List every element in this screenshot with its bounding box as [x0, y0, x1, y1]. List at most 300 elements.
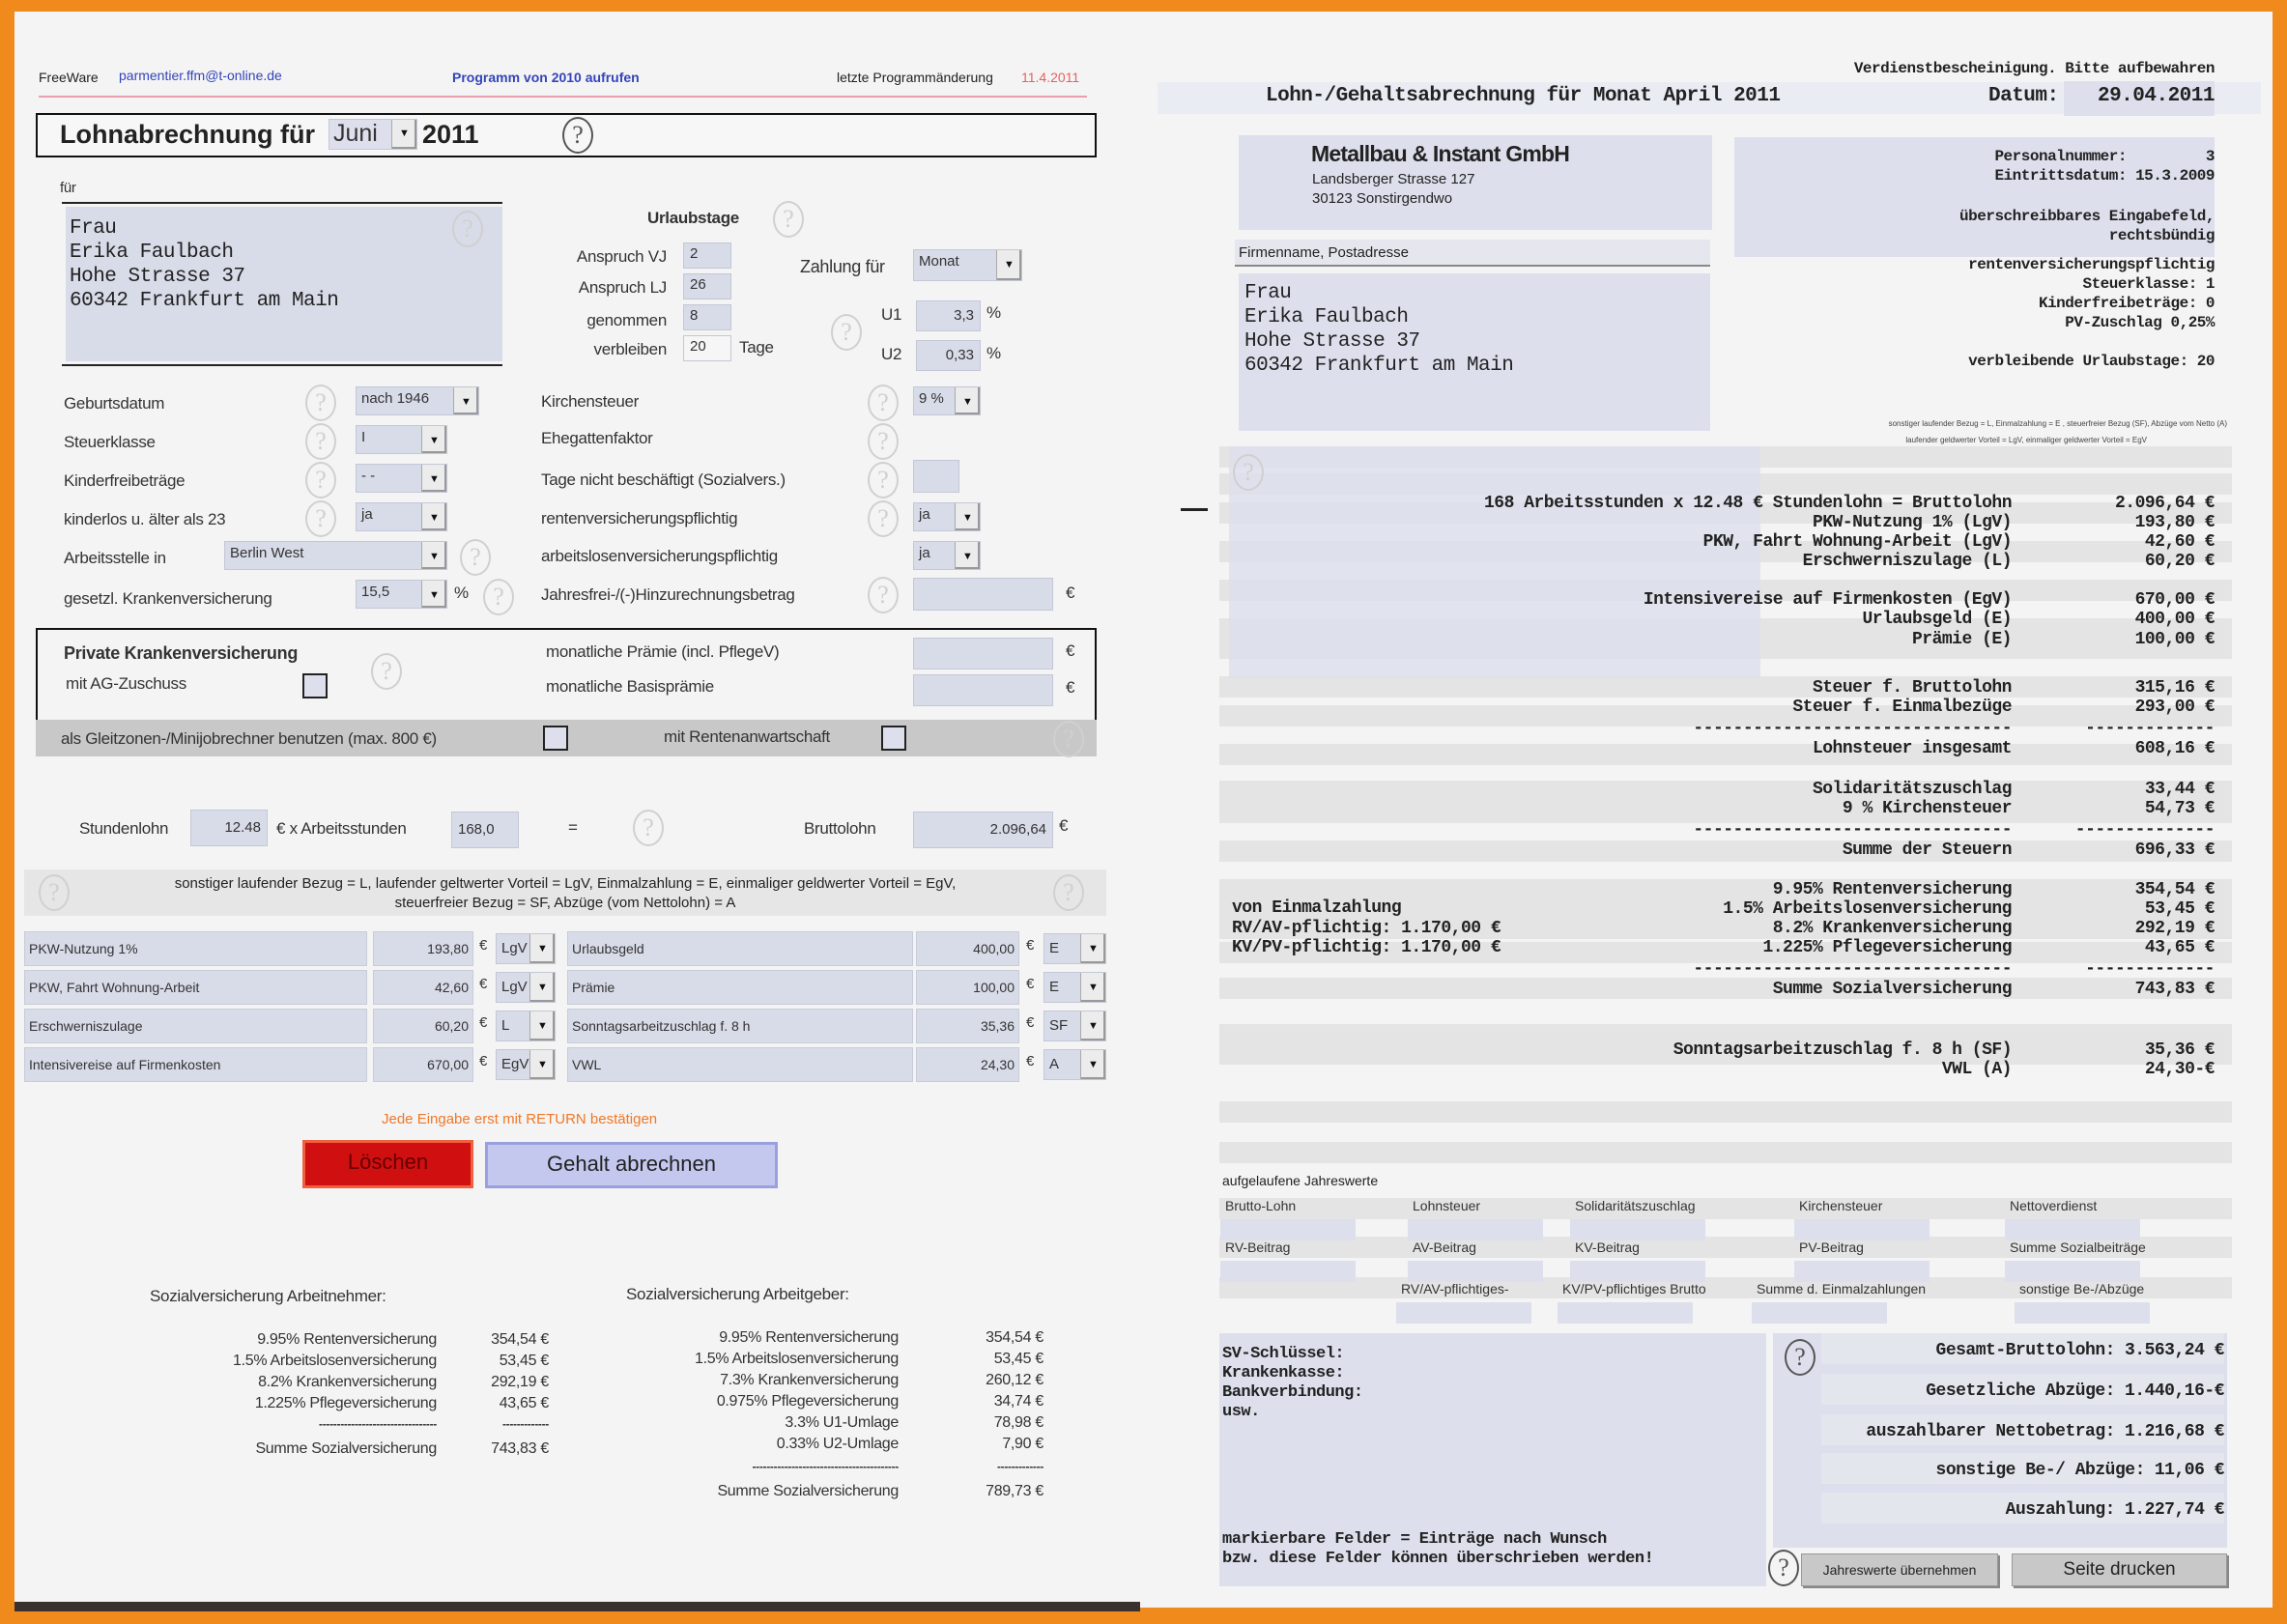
euro-label: € [479, 1053, 488, 1069]
sv-label: 1.5% Arbeitslosenversicherung [233, 1353, 437, 1369]
chevron-down-icon: ▼ [453, 387, 478, 414]
jahres-label: Kirchensteuer [1799, 1198, 1883, 1213]
help-icon[interactable]: ? [633, 810, 664, 846]
legend-line: steuerfreier Bezug = SF, Abzüge (vom Nettolohn) = A [394, 895, 736, 911]
vacation-title: Urlaubstage [647, 209, 739, 227]
total-value: 1.227,74 € [2124, 1500, 2224, 1520]
jahreswerte-uebernehmen-button[interactable]: Jahreswerte übernehmen [1801, 1553, 1998, 1586]
employee-address-field[interactable] [1239, 273, 1710, 431]
euro-label: € [1066, 641, 1075, 660]
sv-value: 354,54 € [986, 1329, 1043, 1346]
recipient-address-field[interactable] [66, 207, 502, 361]
select-value: L [501, 1017, 510, 1034]
address-line: Hohe Strasse 37 [70, 266, 245, 288]
jahres-label: KV/PV-pflichtiges Brutto [1562, 1281, 1706, 1296]
u1-input[interactable]: 3,3 [916, 300, 981, 331]
kirchensteuer-label: Kirchensteuer [541, 392, 639, 411]
sv-label: 9.95% Rentenversicherung [719, 1329, 899, 1346]
total-label: Gesetzliche Abzüge: [1926, 1382, 2115, 1401]
legend-text [24, 874, 1106, 913]
address-line: 60342 Frankfurt am Main [70, 290, 339, 312]
notes-footer-line: bzw. diese Felder können überschrieben werden! [1222, 1550, 1654, 1568]
item-type-select[interactable] [496, 933, 556, 964]
sv-sum-label: Summe Sozialversicherung [255, 1440, 437, 1457]
item-type-select[interactable] [1043, 972, 1106, 1003]
help-icon[interactable]: ? [868, 385, 899, 421]
dash-line: ------------- [996, 1460, 1043, 1473]
item-value-field[interactable]: 193,80 [373, 931, 473, 966]
date-label: Datum: [1988, 85, 2059, 107]
kinderfreibetraege-label: Kinderfreibeträge [64, 471, 186, 490]
last-change-label: letzte Programmänderung [837, 70, 993, 85]
select-value: LgV [501, 979, 528, 995]
stundenlohn-label: Stundenlohn [79, 819, 169, 838]
statement-label: 1.225% Pflegeversicherung [1762, 938, 2012, 957]
total-line [2006, 1500, 2224, 1520]
legend-line: sonstiger laufender Bezug = L, laufender geltwerter Vorteil = LgV, Einmalzahlung = E, einmaliger geldwerter Vorteil = EgV, [174, 875, 957, 892]
geburtsdatum-select[interactable] [356, 386, 479, 415]
jahres-value-field[interactable] [2005, 1261, 2140, 1282]
help-icon[interactable]: ? [39, 874, 70, 911]
item-value-field[interactable]: 60,20 [373, 1009, 473, 1043]
geburtsdatum-label: Geburtsdatum [64, 394, 165, 413]
info-line: Kinderfreibeträge: 0 [2038, 295, 2215, 312]
basispraemie-label: monatliche Basisprämie [546, 677, 714, 696]
sv-label: 3.3% U1-Umlage [785, 1414, 899, 1431]
genommen-input[interactable]: 8 [683, 304, 731, 330]
divider [14, 1602, 1140, 1611]
statement-title: Lohn-/Gehaltsabrechnung für Monat April 2011 [1266, 85, 1781, 107]
year: 2011 [422, 120, 479, 149]
return-hint: Jede Eingabe erst mit RETURN bestätigen [382, 1111, 658, 1127]
item-label-field[interactable]: Urlaubsgeld [567, 931, 913, 966]
verbleiben-value: 20 [683, 335, 731, 361]
notes-footer [1222, 1530, 1653, 1569]
chevron-down-icon: ▼ [955, 542, 980, 569]
tage-nicht-beschaeftigt-input[interactable] [913, 460, 959, 493]
item-type-select[interactable] [496, 972, 556, 1003]
help-icon[interactable]: ? [305, 500, 336, 537]
praemie-input[interactable] [913, 638, 1053, 670]
loeschen-button[interactable]: Löschen [302, 1140, 473, 1188]
basispraemie-input[interactable] [913, 674, 1053, 706]
statement-label: Sonntagsarbeitzuschlag f. 8 h (SF) [1672, 1040, 2012, 1060]
sv-arbeitgeber-title: Sozialversicherung Arbeitgeber: [626, 1285, 849, 1303]
jahresfrei-label: Jahresfrei-/(-)Hinzurechnungsbetrag [541, 585, 795, 604]
tage-label: Tage [739, 338, 774, 356]
rentenanwartschaft-label: mit Rentenanwartschaft [664, 727, 830, 746]
month-select[interactable] [329, 119, 417, 150]
statement-value: 42,60 € [2144, 532, 2215, 552]
statement-value: 354,54 € [2134, 880, 2215, 899]
item-label-field[interactable]: VWL [567, 1047, 913, 1082]
company-street: Landsberger Strasse 127 [1312, 171, 1475, 187]
jahres-value-field[interactable] [1408, 1261, 1543, 1282]
select-value: Berlin West [230, 545, 304, 561]
sv-sum-value: 789,73 € [986, 1483, 1043, 1499]
einmal-line: von Einmalzahlung [1232, 898, 1402, 918]
anspruch-lj-label: Anspruch LJ [578, 278, 667, 297]
total-label: sonstige Be-/ Abzüge: [1935, 1461, 2145, 1480]
company-caption: Firmenname, Postadresse [1239, 244, 1409, 261]
jahres-label: PV-Beitrag [1799, 1239, 1864, 1255]
arbeitsstunden-label: € x Arbeitsstunden [276, 819, 407, 838]
select-value: A [1049, 1056, 1060, 1072]
select-value: ja [361, 506, 373, 523]
marker-dash [1181, 508, 1208, 511]
help-icon[interactable]: ? [1233, 454, 1264, 491]
private-insurance-title: Private Krankenversicherung [64, 643, 299, 663]
address-line: Hohe Strasse 37 [1244, 330, 1420, 353]
statement-value: 33,44 € [2144, 780, 2215, 799]
zahlung-select[interactable] [913, 249, 1022, 281]
percent-label: % [454, 584, 469, 602]
item-type-select[interactable] [496, 1049, 556, 1080]
sv-sum-label: Summe Sozialversicherung [717, 1483, 899, 1499]
sv-label: 0.975% Pflegeversicherung [716, 1393, 899, 1410]
euro-label: € [1026, 976, 1035, 992]
select-value: ja [919, 545, 930, 561]
statement-label: Steuer f. Einmalbezüge [1792, 698, 2012, 717]
stripe-row [1219, 1101, 2232, 1123]
statement-value: 696,33 € [2134, 840, 2215, 860]
address-line: Frau [1244, 282, 1292, 304]
help-icon[interactable]: ? [483, 579, 514, 615]
jahres-value-field[interactable] [1794, 1261, 1930, 1282]
einmal-line: KV/PV-pflichtig: 1.170,00 € [1232, 938, 1501, 957]
notes-line: Krankenkasse: [1222, 1364, 1345, 1382]
chevron-down-icon: ▼ [529, 973, 555, 1002]
notes-line: usw. [1222, 1403, 1260, 1421]
help-icon[interactable]: ? [452, 211, 483, 247]
statement-value: 54,73 € [2144, 799, 2215, 818]
sv-label: 9.95% Rentenversicherung [257, 1331, 437, 1348]
markable-area[interactable] [1229, 446, 1760, 678]
statement-label: 168 Arbeitsstunden x 12.48 € Stundenlohn = Bruttolohn [1484, 494, 2012, 513]
sv-value: 292,19 € [491, 1374, 549, 1390]
chevron-down-icon: ▼ [421, 503, 446, 530]
info-line: rechtsbündig [2108, 227, 2215, 244]
statement-label: Summe Sozialversicherung [1772, 980, 2012, 999]
sv-value: 7,90 € [1002, 1436, 1043, 1452]
gehalt-abrechnen-button[interactable]: Gehalt abrechnen [485, 1142, 778, 1188]
address-line: Frau [70, 217, 117, 240]
seite-drucken-button[interactable]: Seite drucken [2012, 1553, 2227, 1586]
statement-label: VWL (A) [1941, 1060, 2012, 1079]
kirchensteuer-select[interactable] [913, 386, 981, 415]
help-icon[interactable]: ? [371, 653, 402, 690]
program-2010-link[interactable]: Programm von 2010 aufrufen [452, 70, 640, 85]
stripe-row [1219, 1142, 2232, 1163]
steuerklasse-label: Steuerklasse [64, 433, 156, 451]
company-city: 30123 Sonstirgendwo [1312, 190, 1453, 207]
stripe-row [1219, 781, 2232, 802]
total-value: 11,06 € [2154, 1461, 2224, 1480]
chevron-down-icon: ▼ [996, 250, 1021, 280]
select-value: I [361, 429, 366, 445]
help-icon[interactable]: ? [831, 314, 862, 351]
euro-label: € [1026, 1014, 1035, 1031]
info-line: Personalnummer: 3 [1994, 148, 2215, 165]
stripe-row [1219, 676, 2232, 698]
jahres-value-field[interactable] [2005, 1219, 2140, 1240]
help-icon[interactable]: ? [305, 423, 336, 460]
dash-line: ----------------------------------------- [752, 1460, 899, 1473]
u1-label: U1 [881, 305, 902, 324]
euro-label: € [479, 976, 488, 992]
chevron-down-icon: ▼ [421, 465, 446, 492]
chevron-down-icon: ▼ [955, 387, 980, 414]
help-icon[interactable]: ? [1053, 721, 1084, 757]
statement-label: Urlaubsgeld (E) [1862, 610, 2012, 629]
help-icon[interactable]: ? [868, 577, 899, 613]
help-icon[interactable]: ? [1785, 1339, 1815, 1376]
jahres-label: Solidaritätszuschlag [1575, 1198, 1696, 1213]
select-value: SF [1049, 1017, 1069, 1034]
sv-value: 354,54 € [491, 1331, 549, 1348]
jahres-value-field[interactable] [2015, 1302, 2150, 1324]
percent-label: % [986, 344, 1001, 362]
item-label-field[interactable]: Prämie [567, 970, 913, 1005]
statement-value: 2.096,64 € [2114, 494, 2215, 513]
arbeitslosenversicherungspflichtig-label: arbeitslosenversicherungspflichtig [541, 547, 778, 565]
statement-value: 43,65 € [2144, 938, 2215, 957]
notes-line: Bankverbindung: [1222, 1383, 1363, 1402]
u2-label: U2 [881, 345, 902, 363]
krankenversicherung-label: gesetzl. Krankenversicherung [64, 589, 272, 608]
select-value: 15,5 [361, 584, 390, 600]
jahres-value-field[interactable] [1408, 1219, 1543, 1240]
total-value: 3.563,24 € [2124, 1341, 2224, 1360]
ehegattenfaktor-label: Ehegattenfaktor [541, 429, 653, 447]
jahres-label: Brutto-Lohn [1225, 1198, 1297, 1213]
item-label-field[interactable]: PKW-Nutzung 1% [24, 931, 367, 966]
divider [62, 364, 502, 366]
help-icon[interactable]: ? [460, 539, 491, 576]
item-value-field[interactable]: 42,60 [373, 970, 473, 1005]
jahres-value-field[interactable] [1396, 1302, 1531, 1324]
chevron-down-icon: ▼ [421, 542, 446, 569]
steuerklasse-select[interactable] [356, 425, 447, 454]
help-icon[interactable]: ? [773, 201, 804, 238]
select-value: nach 1946 [361, 390, 430, 407]
sv-value: 53,45 € [499, 1353, 549, 1369]
help-icon[interactable]: ? [1053, 874, 1084, 911]
item-value-field[interactable]: 400,00 [916, 931, 1019, 966]
help-icon[interactable]: ? [868, 500, 899, 537]
statement-value: 608,16 € [2134, 739, 2215, 758]
statement-value: 100,00 € [2134, 630, 2215, 649]
info-line: verbleibende Urlaubstage: 20 [1968, 353, 2215, 370]
euro-label: € [479, 1014, 488, 1031]
item-type-select[interactable] [1043, 1049, 1106, 1080]
help-icon[interactable]: ? [562, 117, 593, 154]
gleitzone-checkbox[interactable] [543, 726, 568, 751]
arbeitslosenversicherungspflichtig-select[interactable] [913, 541, 981, 570]
info-line: Eintrittsdatum: 15.3.2009 [1994, 167, 2215, 185]
anspruch-vj-input[interactable]: 2 [683, 242, 731, 269]
chevron-down-icon: ▼ [421, 426, 446, 453]
chevron-down-icon: ▼ [421, 581, 446, 608]
select-value: E [1049, 979, 1060, 995]
jahres-value-field[interactable] [1570, 1261, 1705, 1282]
date-value: 29.04.2011 [2097, 85, 2215, 107]
sv-label: 1.225% Pflegeversicherung [254, 1395, 437, 1411]
help-icon[interactable]: ? [868, 462, 899, 499]
notes [1222, 1345, 1363, 1422]
jahres-label: AV-Beitrag [1413, 1239, 1476, 1255]
sv-value: 34,74 € [993, 1393, 1043, 1410]
sv-arbeitnehmer-title: Sozialversicherung Arbeitnehmer: [150, 1287, 386, 1305]
u2-input[interactable]: 0,33 [916, 340, 981, 371]
stundenlohn-input[interactable]: 12.48 [190, 810, 268, 846]
total-label: auszahlbarer Nettobetrag: [1866, 1422, 2115, 1441]
item-label-field[interactable]: PKW, Fahrt Wohnung-Arbeit [24, 970, 367, 1005]
bruttolohn-value: 2.096,64 [913, 812, 1053, 848]
header-rule [39, 96, 1087, 98]
statement-label: 8.2% Krankenversicherung [1772, 919, 2012, 938]
help-icon[interactable]: ? [868, 423, 899, 460]
chevron-down-icon: ▼ [1080, 1011, 1105, 1040]
page-title: Lohnabrechnung für [60, 120, 315, 149]
select-value: - - [361, 468, 376, 484]
statement-value: ------------- [2085, 719, 2215, 738]
item-value-field[interactable]: 100,00 [916, 970, 1019, 1005]
verbleiben-label: verbleiben [593, 340, 667, 358]
statement-value: 292,19 € [2134, 919, 2215, 938]
statement-label: Intensivereise auf Firmenkosten (EgV) [1643, 590, 2012, 610]
ag-zuschuss-label: mit AG-Zuschuss [66, 674, 186, 693]
statement-label: PKW, Fahrt Wohnung-Arbeit (LgV) [1702, 532, 2012, 552]
sv-label: 8.2% Krankenversicherung [258, 1374, 437, 1390]
statement-value: 743,83 € [2134, 980, 2215, 999]
sv-label: 0.33% U2-Umlage [776, 1436, 899, 1452]
help-icon[interactable]: ? [305, 462, 336, 499]
arbeitsstunden-input[interactable]: 168,0 [451, 812, 519, 848]
sv-value: 260,12 € [986, 1372, 1043, 1388]
select-value: E [1049, 940, 1060, 956]
anspruch-vj-label: Anspruch VJ [576, 247, 667, 266]
item-value-field[interactable]: 35,36 [916, 1009, 1019, 1043]
jahresfrei-input[interactable] [913, 578, 1053, 611]
address-line: Erika Faulbach [70, 242, 234, 264]
jahres-label: Lohnsteuer [1413, 1198, 1481, 1213]
jahreswerte-title: aufgelaufene Jahreswerte [1222, 1173, 1379, 1188]
einmal-line: RV/AV-pflichtig: 1.170,00 € [1232, 918, 1501, 938]
jahres-value-field[interactable] [1570, 1219, 1705, 1240]
address-line: 60342 Frankfurt am Main [1244, 355, 1514, 377]
statement-value: 193,80 € [2134, 513, 2215, 532]
anspruch-lj-input[interactable]: 26 [683, 273, 731, 299]
euro-label: € [1026, 1053, 1035, 1069]
chevron-down-icon: ▼ [1080, 934, 1105, 963]
item-value-field[interactable]: 670,00 [373, 1047, 473, 1082]
rentenversicherungspflichtig-select[interactable] [913, 502, 981, 531]
statement-label: PKW-Nutzung 1% (LgV) [1812, 513, 2012, 532]
legend-small: laufender geldwerter Vorteil = LgV, einmaliger geldwerter Vorteil = EgV [1905, 436, 2147, 444]
keep-notice: Verdienstbescheinigung. Bitte aufbewahren [1853, 60, 2215, 77]
chevron-down-icon: ▼ [529, 934, 555, 963]
genommen-label: genommen [586, 311, 667, 329]
euro-label: € [1066, 584, 1075, 602]
jahres-value-field[interactable] [1752, 1302, 1887, 1324]
tage-nicht-beschaeftigt-label: Tage nicht beschäftigt (Sozialvers.) [541, 470, 786, 489]
statement-value: 35,36 € [2144, 1040, 2215, 1060]
total-line [1936, 1461, 2224, 1480]
statement-value: 315,16 € [2134, 678, 2215, 698]
statement-value: -------------- [2074, 820, 2215, 840]
item-type-select[interactable] [1043, 933, 1106, 964]
item-label-field[interactable]: Erschwerniszulage [24, 1009, 367, 1043]
jahres-value-field[interactable] [1220, 1219, 1356, 1240]
chevron-down-icon: ▼ [955, 503, 980, 530]
jahres-value-field[interactable] [1794, 1219, 1930, 1240]
item-label-field[interactable]: Sonntagsarbeitzuschlag f. 8 h [567, 1009, 913, 1043]
stripe-row [1219, 840, 2232, 862]
ag-zuschuss-checkbox[interactable] [302, 673, 328, 698]
euro-label: € [1066, 678, 1075, 697]
stripe-row [1219, 879, 2232, 900]
legend-small: sonstiger laufender Bezug = L, Einmalzahlung = E , steuerfreier Bezug (SF), Abzüge vom Netto (A) [1888, 419, 2227, 428]
divider [62, 202, 502, 204]
statement-value: ------------- [2085, 959, 2215, 979]
statement-value: 24,30-€ [2144, 1060, 2215, 1079]
item-type-select[interactable] [496, 1011, 556, 1041]
jahres-label: KV-Beitrag [1575, 1239, 1640, 1255]
statement-label: -------------------------------- [1693, 719, 2012, 738]
jahres-value-field[interactable] [1220, 1261, 1356, 1282]
item-type-select[interactable] [1043, 1011, 1106, 1041]
statement-label: Solidaritätszuschlag [1812, 780, 2012, 799]
total-line [1926, 1382, 2224, 1401]
freeware-label: FreeWare [39, 70, 99, 85]
last-change-date: 11.4.2011 [1021, 70, 1080, 85]
total-label: Auszahlung: [2005, 1500, 2115, 1520]
help-icon[interactable]: ? [305, 385, 336, 421]
kinderfreibetraege-select[interactable] [356, 464, 447, 493]
rentenanwartschaft-checkbox[interactable] [881, 726, 906, 751]
sv-label: 7.3% Krankenversicherung [720, 1372, 899, 1388]
statement-value: 400,00 € [2134, 610, 2215, 629]
sv-value: 43,65 € [499, 1395, 549, 1411]
statement-label: -------------------------------- [1693, 959, 2012, 979]
select-value: ja [919, 506, 930, 523]
krankenversicherung-select[interactable] [356, 580, 447, 609]
euro-label: € [479, 937, 488, 954]
arbeitsstelle-select[interactable] [224, 541, 447, 570]
arbeitsstelle-label: Arbeitsstelle in [64, 549, 166, 567]
email-link[interactable]: parmentier.ffm@t-online.de [119, 68, 282, 83]
select-value: LgV [501, 940, 528, 956]
chevron-down-icon: ▼ [1080, 973, 1105, 1002]
item-value-field[interactable]: 24,30 [916, 1047, 1019, 1082]
company-name: Metallbau & Instant GmbH [1311, 141, 1570, 166]
jahres-label: sonstige Be-/Abzüge [2019, 1281, 2145, 1296]
jahres-label: Summe Sozialbeiträge [2010, 1239, 2146, 1255]
help-icon[interactable]: ? [1768, 1550, 1799, 1586]
chevron-down-icon: ▼ [529, 1011, 555, 1040]
statement-label: 9.95% Rentenversicherung [1772, 880, 2012, 899]
jahres-label: Nettoverdienst [2010, 1198, 2098, 1213]
item-label-field[interactable]: Intensivereise auf Firmenkosten [24, 1047, 367, 1082]
kinderlos-select[interactable] [356, 502, 447, 531]
chevron-down-icon: ▼ [529, 1050, 555, 1079]
stripe-row [1219, 978, 2232, 999]
statement-label: 9 % Kirchensteuer [1842, 799, 2012, 818]
total-line [1866, 1422, 2224, 1441]
jahres-value-field[interactable] [1558, 1302, 1693, 1324]
kinderlos-label: kinderlos u. älter als 23 [64, 510, 226, 528]
